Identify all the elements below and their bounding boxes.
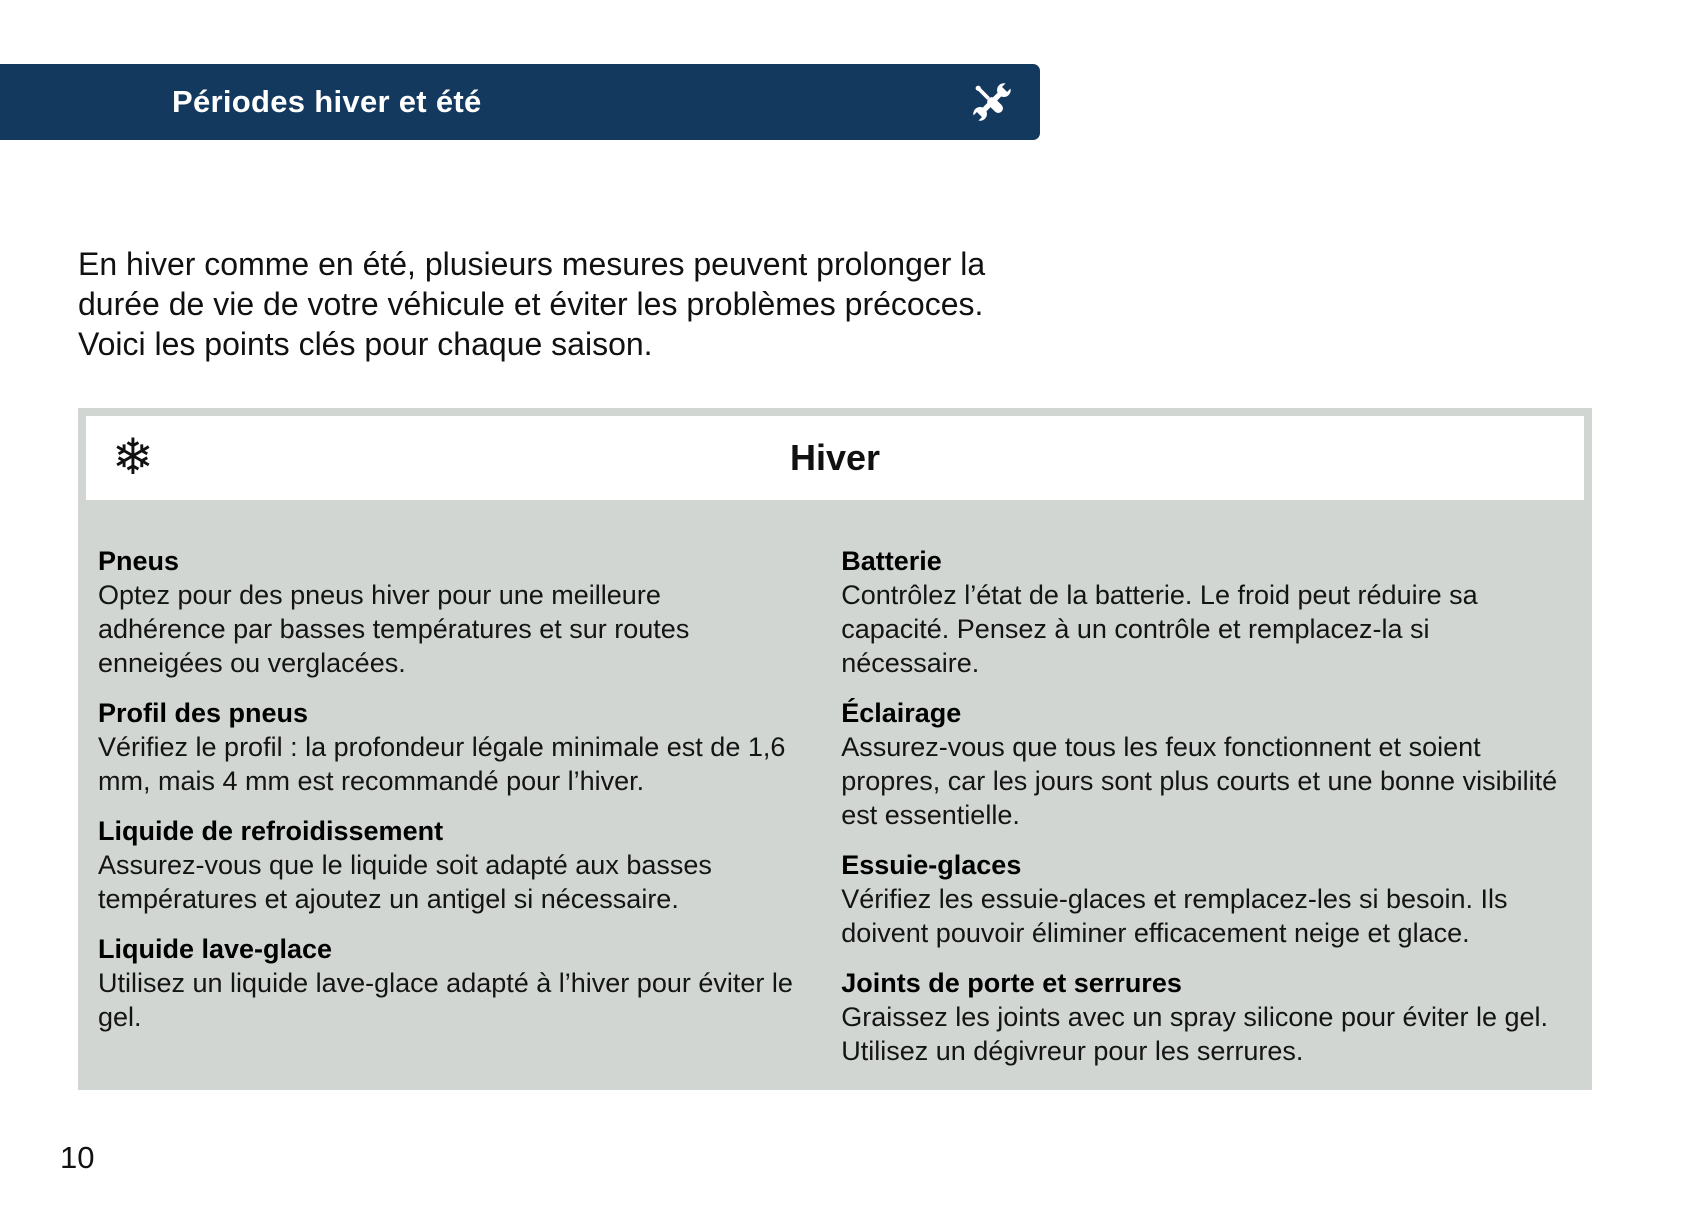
item-body: Graissez les joints avec un spray silicone pour éviter le gel. Utilisez un dégivreur pour les serrures. (841, 1002, 1549, 1066)
item-heading: Profil des pneus (98, 698, 309, 728)
item-heading: Joints de porte et serrures (841, 968, 1182, 998)
season-card-title: Hiver (789, 437, 881, 478)
intro-text: En hiver comme en été, plusieurs mesures peuvent prolonger la durée de vie de votre véhicule et éviter les problèmes précoces. Voici les points clés pour chaque saison. (78, 246, 986, 362)
card-item-pneus (98, 544, 794, 680)
card-item-liquide-lave-glace (98, 932, 794, 1034)
item-heading: Liquide lave-glace (98, 934, 333, 964)
item-heading: Liquide de refroidissement (98, 816, 444, 846)
column-left (98, 544, 794, 1084)
item-body: Contrôlez l’état de la batterie. Le froid peut réduire sa capacité. Pensez à un contrôle et remplacez-la si nécessaire. (841, 580, 1478, 678)
page-number: 10 (60, 1140, 95, 1175)
card-item-profil-des-pneus (98, 696, 794, 798)
item-body: Vérifiez les essuie-glaces et remplacez-les si besoin. Ils doivent pouvoir éliminer efficacement neige et glace. (841, 884, 1508, 948)
item-body: Utilisez un liquide lave-glace adapté à l’hiver pour éviter le gel. (98, 968, 793, 1032)
item-body: Vérifiez le profil : la profondeur légale minimale est de 1,6 mm, mais 4 mm est recommandé pour l’hiver. (98, 732, 786, 796)
item-body: Assurez-vous que le liquide soit adapté aux basses températures et ajoutez un antigel si nécessaire. (98, 850, 712, 914)
section-header-bar (0, 64, 1040, 140)
season-card-header (86, 416, 1584, 500)
snowflake-icon: ❄ (112, 428, 154, 486)
card-item-liquide-refroidissement (98, 814, 794, 916)
card-item-essuie-glaces (841, 848, 1574, 950)
item-heading: Éclairage (841, 698, 962, 728)
tools-icon (966, 76, 1018, 128)
page-title: Périodes hiver et été (172, 84, 482, 119)
item-body: Assurez-vous que tous les feux fonctionnent et soient propres, car les jours sont plus courts et une bonne visibilité est essentielle. (841, 732, 1558, 830)
column-right (841, 544, 1574, 1084)
season-card-hiver (78, 408, 1592, 1090)
season-card-body (98, 500, 1574, 1084)
item-heading: Essuie-glaces (841, 850, 1022, 880)
item-heading: Batterie (841, 546, 942, 576)
item-body: Optez pour des pneus hiver pour une meilleure adhérence par basses températures et sur routes enneigées ou verglacées. (98, 580, 690, 678)
card-item-eclairage (841, 696, 1574, 832)
card-item-batterie (841, 544, 1574, 680)
card-item-joints-serrures (841, 966, 1574, 1068)
item-heading: Pneus (98, 546, 180, 576)
